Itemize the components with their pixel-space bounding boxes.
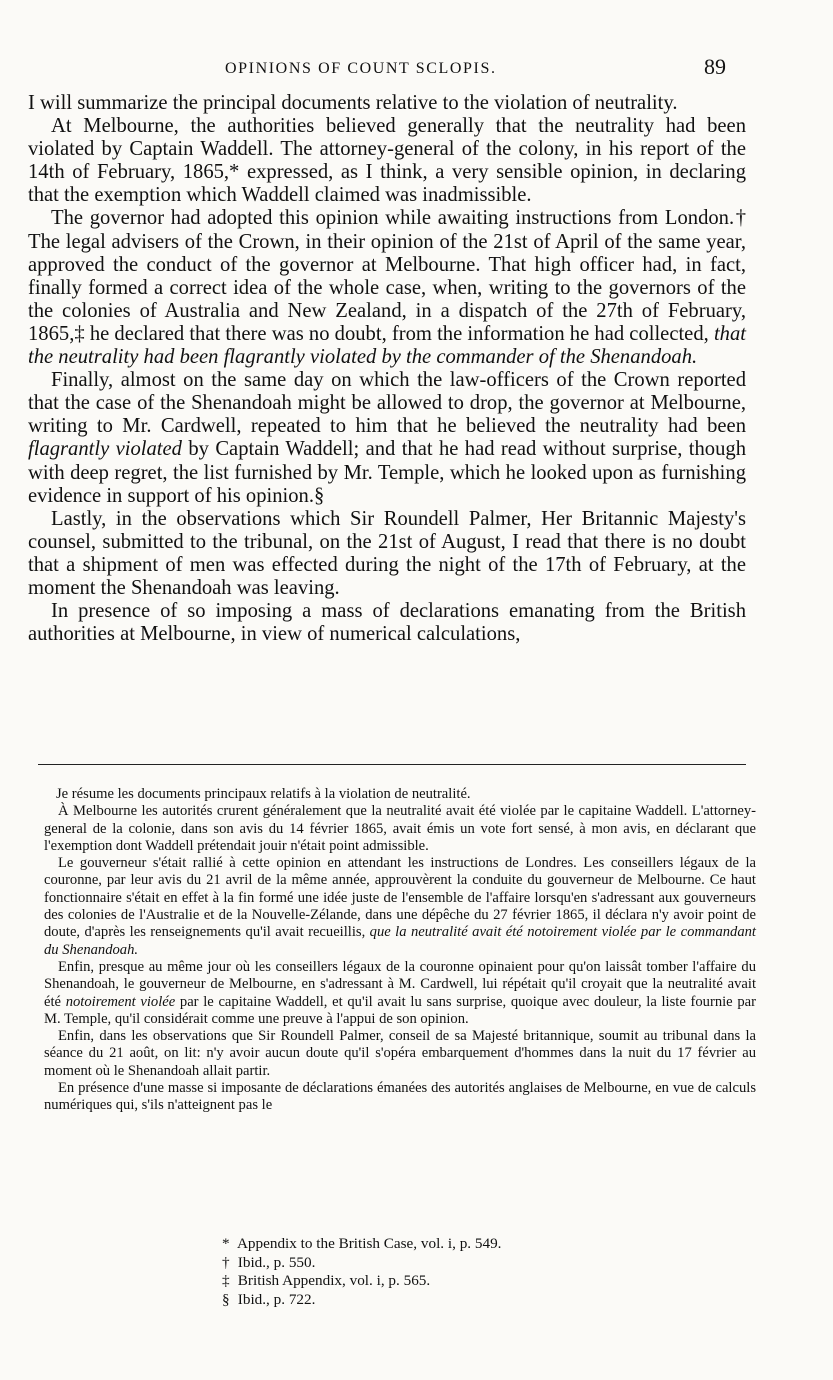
running-head (0, 54, 833, 84)
english-p4-text-b: by Captain Waddell; and that he had read without surprise, though with deep regret, the list furnished by Mr. Temple, which he looked upon as furnishing evidence in support of his opinion.§ (28, 438, 746, 507)
footnote (222, 1254, 642, 1273)
footnote-text: Ibid., p. 550. (237, 1253, 316, 1271)
english-p3-italic: that the neutrality had been flagrantly violated by the commander of the Shenandoah. (28, 322, 746, 369)
english-p3-text: The governor had adopted this opinion while awaiting instructions from London.† The legal advisers of the Crown, in their opinion of the 21st of April of the same year, approved the conduct of the governor at Melbourne. That high officer had, in fact, finally formed a correct idea of the whole case, when, writing to the governors of the the colonies of Australia and New Zealand, in a dispatch of the 27th of February, 1865,‡ he declared that there was no doubt, from the information he had collected, (28, 207, 746, 345)
footnote (222, 1235, 642, 1254)
english-paragraph-5: Lastly, in the observations which Sir Roundell Palmer, Her Britannic Majesty's counsel, submitted to the tribunal, on the 21st of August, I read that there is no doubt that a shipment of men was effected during the night of the 17th of February, at the moment the Shenandoah was leaving. (28, 507, 746, 599)
english-paragraph-4 (28, 369, 746, 508)
footnote-symbol: ‡ (222, 1272, 230, 1290)
footnote-text: British Appendix, vol. i, p. 565. (237, 1272, 431, 1290)
french-p3-italic: que la neutralité avait été notoirement violée par le commandant du Shenandoah. (44, 924, 756, 958)
divider-rule (38, 764, 746, 765)
french-p4-text-b: par le capitaine Waddell, et qu'il avait lu sans surprise, quoique avec douleur, la liste fournie par M. Temple, qu'il considérait comme une preuve à l'appui de son opinion. (44, 993, 756, 1027)
french-paragraph-4 (44, 959, 756, 1028)
footnote (222, 1272, 642, 1291)
footnote-symbol: † (222, 1253, 230, 1271)
english-paragraph-6: In presence of so imposing a mass of declarations emanating from the British authorities at Melbourne, in view of numerical calculations, (28, 600, 746, 646)
french-p3-text: Le gouverneur s'était rallié à cette opinion en attendant les instructions de Londres. Les conseillers légaux de la couronne, par leur avis du 21 avril de la même année, approuvèrent la conduite du gouverneur de Melbourne. Ce haut fonctionnaire s'était en effet à la fin formé une idée juste de l'ensemble de l'affaire lorsqu'en s'adressant aux gouverneurs des colonies de l'Australie et de la Nouvelle-Zélande, dans une dépêche du 27 février 1865, il déclara n'y avoir point de doute, d'après les renseignements qu'il avait recueillis, (44, 855, 756, 941)
english-p4-italic: flagrantly violated (28, 438, 182, 461)
french-paragraph-2: À Melbourne les autorités crurent généralement que la neutralité avait été violée par le capitaine Waddell. L'attorney-general de la colonie, dans son avis du 14 février 1865, avait émis un vote fort sensé, à mon avis, en déclarant que l'exemption dont Waddell prétendait jouir n'était point admissible. (44, 803, 756, 854)
footnote-text: Appendix to the British Case, vol. i, p. 549. (236, 1235, 502, 1252)
french-paragraph-6: En présence d'une masse si imposante de déclarations émanées des autorités anglaises de Melbourne, en vue de calculs numériques qui, s'ils n'atteignent pas le (44, 1080, 756, 1114)
running-title: OPINIONS OF COUNT SCLOPIS. (225, 60, 497, 77)
footnote-text: Ibid., p. 722. (237, 1290, 316, 1308)
footnote (222, 1291, 642, 1310)
french-p4-italic: notoirement violée (65, 993, 176, 1010)
french-paragraph-1: Je résume les documents principaux relatifs à la violation de neutralité. (56, 786, 471, 802)
footnote-symbol: § (222, 1290, 230, 1308)
french-text (44, 786, 756, 1115)
french-paragraph-5: Enfin, dans les observations que Sir Roundell Palmer, conseil de sa Majesté britannique, soumit au tribunal dans la séance du 21 août, on lit: n'y avoir aucun doute qu'il s'opéra embarquement d'hommes dans la nuit du 17 février au moment où le Shenandoah allait partir. (44, 1028, 756, 1079)
english-paragraph-2: At Melbourne, the authorities believed generally that the neutrality had been violated by Captain Waddell. The attorney-general of the colony, in his report of the 14th of February, 1865,* expressed, as I think, a very sensible opinion, in declaring that the exemption which Waddell claimed was inadmissible. (28, 115, 746, 207)
footnote-symbol: * (222, 1235, 230, 1252)
english-text (28, 92, 746, 646)
english-paragraph-1: I will summarize the principal documents relative to the violation of neutrality. (28, 92, 678, 114)
french-p4-text-a: Enfin, presque au même jour où les conseillers légaux de la couronne opinaient pour qu'on laissât tomber l'affaire du Shenandoah, le gouverneur de Melbourne, en s'adressant à M. Cardwell, lui répétait qu'il croyait que la neutralité avait été (44, 958, 756, 1010)
page-number: 89 (704, 54, 726, 79)
footnotes (222, 1235, 642, 1309)
english-paragraph-3 (28, 207, 746, 369)
french-paragraph-3 (44, 855, 756, 959)
english-p4-text-a: Finally, almost on the same day on which the law-officers of the Crown reported that the case of the Shenandoah might be allowed to drop, the governor at Melbourne, writing to Mr. Cardwell, repeated to him that he believed the neutrality had been (28, 369, 746, 438)
